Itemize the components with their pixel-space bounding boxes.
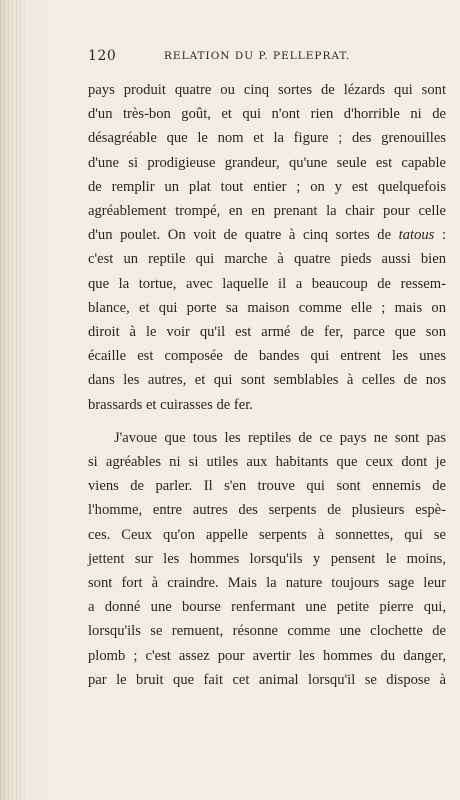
italic-term: tatous bbox=[398, 227, 435, 244]
text-line: pays produit quatre ou cinq sortes de lézards qui sont bbox=[88, 82, 446, 98]
text-line: d'un poulet. On voit de quatre à cinq sortes de tatous : bbox=[88, 227, 446, 244]
text-line: blance, et qui porte sa maison comme elle ; mais on bbox=[88, 299, 446, 316]
text-line: l'homme, entre autres des serpents de plusieurs espè- bbox=[88, 502, 446, 519]
text-line: brassards et cuirasses de fer. bbox=[88, 396, 253, 413]
page-number: 120 bbox=[88, 48, 117, 64]
text-line: sont fort à craindre. Mais la nature toujours sage leur bbox=[88, 575, 446, 592]
text-line: écaille est composée de bandes qui entrent les unes bbox=[88, 348, 446, 365]
text-line: dans les autres, et qui sont semblables à celles de nos bbox=[88, 372, 446, 389]
text-line: désagréable que le nom et la figure ; des grenouilles bbox=[88, 130, 446, 147]
text-line: a donné une bourse renfermant une petite pierre qui, bbox=[88, 599, 446, 616]
text-line: viens de parler. Il s'en trouve qui sont ennemis de bbox=[88, 478, 446, 495]
text-line: J'avoue que tous les reptiles de ce pays ne sont pas bbox=[114, 429, 446, 446]
paragraph-1 bbox=[88, 78, 446, 417]
text-line: lorsqu'ils se remuent, résonne comme une clochette de bbox=[88, 623, 446, 640]
text-line: c'est un reptile qui marche à quatre pieds aussi bien bbox=[88, 251, 446, 268]
text-line: que la tortue, avec laquelle il a beaucoup de ressem- bbox=[88, 275, 446, 292]
text-line: diroit à le voir qu'il est armé de fer, parce que son bbox=[88, 324, 446, 341]
paragraph-2 bbox=[88, 426, 446, 692]
running-head: RELATION DU P. PELLEPRAT. bbox=[164, 50, 351, 62]
text-line: si agréables ni si utiles aux habitants que ceux dont je bbox=[88, 454, 446, 471]
text-line: par le bruit que fait cet animal lorsqu'il se dispose à bbox=[88, 671, 446, 688]
page-header bbox=[88, 48, 446, 68]
text-line: d'une si prodigieuse grandeur, qu'une seule est capable bbox=[88, 154, 446, 171]
text-line: plomb ; c'est assez pour avertir les hommes du danger, bbox=[88, 647, 446, 664]
text-line: jettent sur les hommes lorsqu'ils y pensent le moins, bbox=[88, 550, 446, 567]
text-line: ces. Ceux qu'on appelle serpents à sonnettes, qui se bbox=[88, 526, 446, 543]
text-line: de remplir un plat tout entier ; on y est quelquefois bbox=[88, 178, 446, 195]
text-line: d'un très-bon goût, et qui n'ont rien d'horrible ni de bbox=[88, 106, 446, 123]
text-line: agréablement trompé, en en prenant la chair pour celle bbox=[88, 203, 446, 220]
paragraph-gap bbox=[88, 417, 446, 426]
page-spine-shadow bbox=[0, 0, 26, 800]
body-text bbox=[88, 78, 446, 692]
